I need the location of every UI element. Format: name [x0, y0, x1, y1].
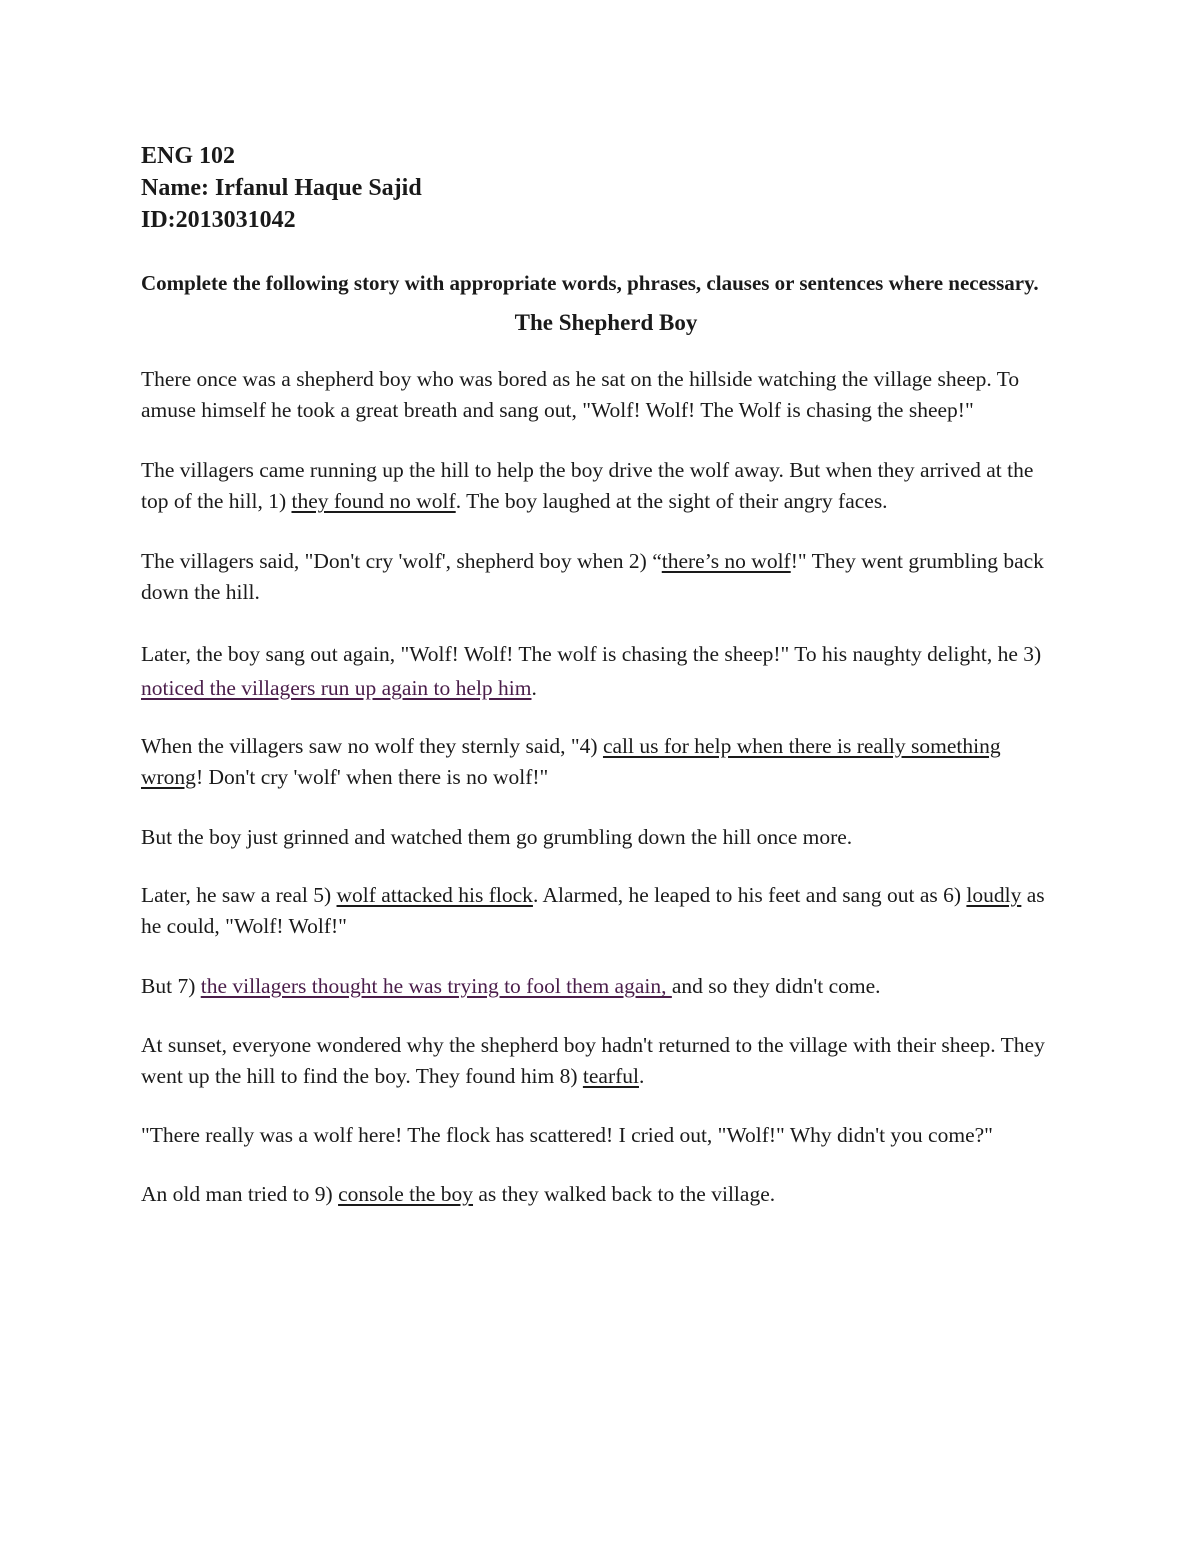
- text: as he could, "Wolf! Wolf!": [141, 883, 1045, 938]
- paragraph-9: [141, 1030, 1051, 1092]
- answer-8: tearful: [582, 1064, 639, 1088]
- answer-2: there’s no wolf: [661, 549, 791, 573]
- paragraph-1: There once was a shepherd boy who was bored as he sat on the hillside watching the village sheep. To amuse himself he took a great breath and sang out, "Wolf! Wolf! The Wolf is chasing the sheep!": [141, 367, 1020, 422]
- text: The villagers came running up the hill to help the boy drive the wolf away. But when they arrived at the top of the hill, 1): [141, 458, 1034, 513]
- text: Later, he saw a real 5): [141, 883, 337, 907]
- course-code: ENG 102: [141, 143, 236, 169]
- answer-9: console the boy: [338, 1182, 474, 1206]
- text: Later, the boy sang out again, "Wolf! Wolf! The wolf is chasing the sheep!" To his naughty delight, he 3): [141, 642, 1042, 666]
- text: ! Don't cry 'wolf' when there is no wolf!": [195, 765, 549, 789]
- text: . The boy laughed at the sight of their angry faces.: [455, 489, 888, 513]
- instruction-text: Complete the following story with appropriate words, phrases, clauses or sentences where necessary.: [141, 271, 1039, 295]
- text: At sunset, everyone wondered why the shepherd boy hadn't returned to the village with their sheep. They went up the hill to find the boy. They found him 8): [141, 1033, 1045, 1088]
- paragraph-8: [141, 971, 1051, 1002]
- paragraph-5: [141, 731, 1051, 793]
- text: When the villagers saw no wolf they sternly said, "4): [141, 734, 603, 758]
- story-title: The Shepherd Boy: [514, 310, 698, 335]
- text: An old man tried to 9): [141, 1182, 339, 1206]
- paragraph-2: [141, 455, 1051, 517]
- answer-5: wolf attacked his flock: [336, 883, 533, 907]
- answer-7: the villagers thought he was trying to fool them again,: [200, 974, 672, 998]
- paragraph-7: [141, 880, 1051, 942]
- student-id: ID:2013031042: [141, 207, 296, 233]
- paragraph-10: "There really was a wolf here! The flock has scattered! I cried out, "Wolf!" Why didn't you come?": [141, 1123, 993, 1147]
- text: and so they didn't come.: [671, 974, 881, 998]
- paragraph-3: [141, 546, 1051, 608]
- paragraph-6: But the boy just grinned and watched them go grumbling down the hill once more.: [141, 825, 853, 849]
- answer-3: noticed the villagers run up again to help him: [141, 676, 532, 700]
- answer-6: loudly: [966, 883, 1022, 907]
- text: But 7): [141, 974, 201, 998]
- text: The villagers said, "Don't cry 'wolf', shepherd boy when 2) “: [141, 549, 662, 573]
- text: .: [531, 676, 537, 700]
- document-page: [141, 140, 1071, 1210]
- text: !" They went grumbling back down the hill.: [141, 549, 1044, 604]
- text: . Alarmed, he leaped to his feet and sang out as 6): [532, 883, 967, 907]
- paragraph-11: [141, 1179, 1051, 1210]
- answer-4: call us for help when there is really something wrong: [141, 734, 1001, 789]
- paragraph-4: [141, 637, 1051, 705]
- answer-1: they found no wolf: [291, 489, 456, 513]
- text: as they walked back to the village.: [473, 1182, 776, 1206]
- student-name: Name: Irfanul Haque Sajid: [141, 175, 422, 201]
- text: .: [639, 1064, 645, 1088]
